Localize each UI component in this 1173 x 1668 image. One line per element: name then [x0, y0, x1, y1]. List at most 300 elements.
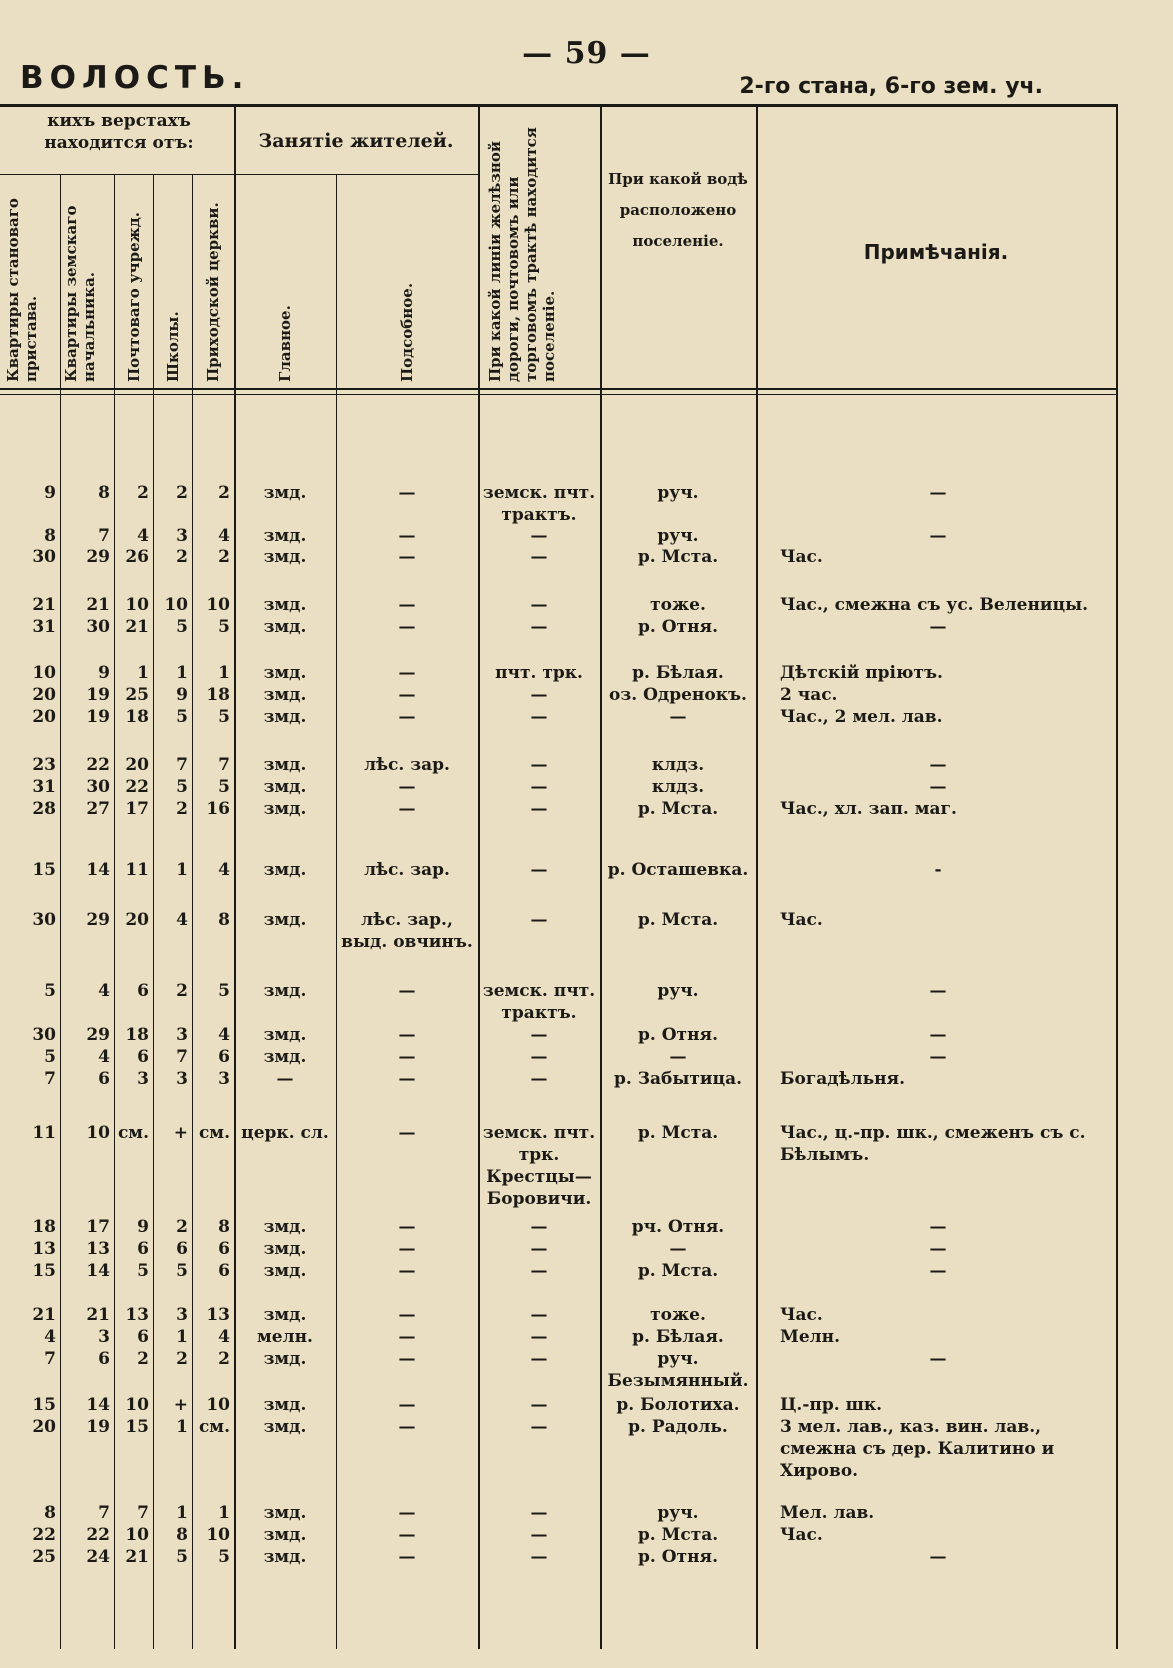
cell-notes: 3 мел. лав., каз. вин. лав., смежна съ дер. Калитино и Хирово.: [780, 1417, 1055, 1481]
cell-road: —: [530, 860, 548, 880]
cell-main: змд.: [263, 1239, 307, 1259]
cell-water: р. Болотиха.: [616, 1395, 740, 1415]
cell-school: +: [173, 1395, 188, 1415]
cell-stan: 15: [32, 860, 56, 880]
cell-school: 2: [176, 483, 188, 503]
cell-post: 22: [125, 777, 149, 797]
cell-notes: —: [929, 526, 947, 546]
cell-road: земск. пчт. трактъ.: [482, 483, 596, 525]
cell-road: —: [530, 910, 548, 930]
cell-zem: 7: [98, 1503, 110, 1523]
cell-post: 18: [125, 1025, 149, 1045]
col-divider: [336, 174, 337, 1649]
cell-post: 7: [137, 1503, 149, 1523]
cell-road: —: [530, 1069, 548, 1089]
cell-stan: 20: [32, 1417, 56, 1437]
distance-subrule: [0, 174, 234, 175]
cell-main: змд.: [263, 1417, 307, 1437]
cell-road: земск. пчт. трк. Крестцы— Боровичи.: [482, 1123, 596, 1209]
cell-stan: 10: [32, 663, 56, 683]
cell-stan: 22: [32, 1525, 56, 1545]
cell-road: —: [530, 1305, 548, 1325]
cell-aux: —: [398, 1349, 416, 1369]
cell-stan: 5: [44, 981, 56, 1001]
cell-zem: 14: [86, 860, 110, 880]
cell-stan: 20: [32, 685, 56, 705]
cell-road: —: [530, 1349, 548, 1369]
cell-notes: Богадѣльня.: [780, 1069, 906, 1089]
cell-zem: 19: [86, 685, 110, 705]
cell-stan: 4: [44, 1327, 56, 1347]
cell-aux: —: [398, 617, 416, 637]
cell-aux: —: [398, 547, 416, 567]
cell-stan: 31: [32, 617, 56, 637]
cell-post: 6: [137, 981, 149, 1001]
cell-church: 2: [218, 547, 230, 567]
cell-church: 1: [218, 663, 230, 683]
cell-zem: 14: [86, 1261, 110, 1281]
cell-stan: 28: [32, 799, 56, 819]
cell-zem: 27: [86, 799, 110, 819]
cell-road: —: [530, 685, 548, 705]
cell-stan: 18: [32, 1217, 56, 1237]
district-heading: 2-го стана, 6-го зем. уч.: [739, 74, 1043, 99]
cell-water: руч.: [657, 981, 699, 1001]
cell-church: 1: [218, 1503, 230, 1523]
cell-water: р. Отня.: [638, 1547, 718, 1567]
cell-main: змд.: [263, 547, 307, 567]
cell-school: 6: [176, 1239, 188, 1259]
cell-road: —: [530, 1239, 548, 1259]
cell-notes: —: [929, 981, 947, 1001]
cell-zem: 17: [86, 1217, 110, 1237]
cell-zem: 30: [86, 777, 110, 797]
col-header-road: При какой линіи желѣзной дороги, почтовомъ или торговомъ трактѣ находится поселеніе.: [486, 127, 558, 382]
cell-church: 5: [218, 981, 230, 1001]
cell-aux: —: [398, 595, 416, 615]
cell-post: 17: [125, 799, 149, 819]
cell-school: 7: [176, 1047, 188, 1067]
cell-aux: лѣс. зар.: [364, 755, 450, 775]
cell-aux: —: [398, 1261, 416, 1281]
cell-road: —: [530, 617, 548, 637]
cell-post: 11: [125, 860, 149, 880]
cell-school: 3: [176, 1025, 188, 1045]
cell-road: —: [530, 1327, 548, 1347]
cell-road: —: [530, 595, 548, 615]
cell-school: 4: [176, 910, 188, 930]
cell-zem: 13: [86, 1239, 110, 1259]
cell-zem: 8: [98, 483, 110, 503]
cell-water: р. Бѣлая.: [632, 1327, 724, 1347]
cell-church: 10: [206, 595, 230, 615]
cell-notes: Мелн.: [780, 1327, 840, 1347]
cell-stan: 23: [32, 755, 56, 775]
cell-notes: —: [929, 1547, 947, 1567]
cell-water: —: [669, 707, 687, 727]
cell-main: змд.: [263, 685, 307, 705]
cell-aux: —: [398, 799, 416, 819]
cell-school: 3: [176, 1069, 188, 1089]
cell-school: 1: [176, 1503, 188, 1523]
cell-notes: —: [929, 617, 947, 637]
cell-aux: —: [398, 1123, 416, 1143]
cell-zem: 14: [86, 1395, 110, 1415]
cell-water: р. Отня.: [638, 1025, 718, 1045]
cell-church: 10: [206, 1525, 230, 1545]
cell-water: р. Мста.: [637, 1123, 719, 1143]
cell-post: 25: [125, 685, 149, 705]
cell-aux: —: [398, 1047, 416, 1067]
cell-main: змд.: [263, 1503, 307, 1523]
cell-aux: —: [398, 1239, 416, 1259]
cell-school: 9: [176, 685, 188, 705]
cell-school: 1: [176, 860, 188, 880]
cell-main: змд.: [263, 910, 307, 930]
cell-zem: 22: [86, 755, 110, 775]
cell-aux: —: [398, 1395, 416, 1415]
cell-main: змд.: [263, 1525, 307, 1545]
cell-main: —: [276, 1069, 294, 1089]
cell-stan: 5: [44, 1047, 56, 1067]
cell-church: 5: [218, 1547, 230, 1567]
cell-zem: 22: [86, 1525, 110, 1545]
cell-aux: —: [398, 1025, 416, 1045]
cell-church: см.: [198, 1123, 230, 1143]
cell-post: 10: [125, 1525, 149, 1545]
cell-church: 6: [218, 1261, 230, 1281]
cell-main: змд.: [263, 799, 307, 819]
cell-notes: —: [929, 1349, 947, 1369]
cell-water: р. Отня.: [638, 617, 718, 637]
cell-road: земск. пчт. трактъ.: [482, 981, 596, 1023]
cell-water: тоже.: [650, 1305, 706, 1325]
cell-church: 5: [218, 707, 230, 727]
cell-post: 3: [137, 1069, 149, 1089]
cell-road: —: [530, 755, 548, 775]
cell-road: —: [530, 707, 548, 727]
cell-road: —: [530, 799, 548, 819]
cell-notes: —: [929, 755, 947, 775]
cell-stan: 31: [32, 777, 56, 797]
cell-zem: 24: [86, 1547, 110, 1567]
cell-water: —: [669, 1239, 687, 1259]
cell-zem: 29: [86, 910, 110, 930]
cell-aux: —: [398, 483, 416, 503]
cell-aux: лѣс. зар., выд. овчинъ.: [341, 910, 473, 952]
cell-zem: 21: [86, 595, 110, 615]
cell-water: р. Радоль.: [628, 1417, 728, 1437]
cell-main: змд.: [263, 755, 307, 775]
cell-church: 4: [218, 526, 230, 546]
cell-church: 7: [218, 755, 230, 775]
cell-notes: —: [929, 1261, 947, 1281]
cell-water: рч. Отня.: [631, 1217, 725, 1237]
cell-stan: 30: [32, 1025, 56, 1045]
cell-road: —: [530, 1503, 548, 1523]
cell-church: 8: [218, 910, 230, 930]
cell-main: змд.: [263, 663, 307, 683]
cell-post: 4: [137, 526, 149, 546]
cell-road: —: [530, 526, 548, 546]
cell-zem: 10: [86, 1123, 110, 1143]
cell-school: 7: [176, 755, 188, 775]
cell-notes: Час., смежна съ ус. Веленицы.: [780, 595, 1089, 615]
cell-school: 3: [176, 1305, 188, 1325]
cell-zem: 29: [86, 547, 110, 567]
cell-aux: —: [398, 1305, 416, 1325]
cell-zem: 6: [98, 1349, 110, 1369]
cell-aux: —: [398, 1417, 416, 1437]
cell-aux: —: [398, 526, 416, 546]
cell-notes: 2 час.: [780, 685, 838, 705]
cell-water: р. Бѣлая.: [632, 663, 724, 683]
cell-school: 2: [176, 547, 188, 567]
cell-aux: —: [398, 777, 416, 797]
cell-notes: Час., 2 мел. лав.: [780, 707, 943, 727]
cell-post: 9: [137, 1217, 149, 1237]
cell-aux: —: [398, 707, 416, 727]
cell-main: змд.: [263, 707, 307, 727]
cell-aux: лѣс. зар.: [364, 860, 450, 880]
cell-water: руч.: [657, 526, 699, 546]
cell-aux: —: [398, 1525, 416, 1545]
top-rule: [0, 104, 1118, 107]
cell-notes: —: [929, 1047, 947, 1067]
cell-notes: Час.: [780, 1525, 823, 1545]
cell-notes: Час., ц.-пр. шк., смеженъ съ с. Бѣлымъ.: [780, 1123, 1086, 1165]
cell-water: руч. Безымянный.: [607, 1349, 749, 1391]
cell-water: р. Мста.: [637, 1525, 719, 1545]
cell-school: 2: [176, 981, 188, 1001]
cell-stan: 20: [32, 707, 56, 727]
cell-church: 4: [218, 860, 230, 880]
cell-road: —: [530, 1525, 548, 1545]
cell-stan: 30: [32, 910, 56, 930]
header-bottom-rule-2: [0, 394, 1118, 395]
cell-zem: 21: [86, 1305, 110, 1325]
cell-zem: 7: [98, 526, 110, 546]
cell-water: р. Мста.: [637, 1261, 719, 1281]
cell-church: 13: [206, 1305, 230, 1325]
cell-road: —: [530, 1025, 548, 1045]
cell-water: р. Осташевка.: [607, 860, 749, 880]
cell-church: 10: [206, 1395, 230, 1415]
cell-zem: 30: [86, 617, 110, 637]
cell-church: 5: [218, 777, 230, 797]
cell-stan: 21: [32, 595, 56, 615]
cell-main: змд.: [263, 1547, 307, 1567]
cell-post: 10: [125, 1395, 149, 1415]
cell-stan: 11: [32, 1123, 56, 1143]
cell-post: см.: [117, 1123, 149, 1143]
col-header-post: Почтоваго учрежд.: [125, 212, 143, 382]
cell-notes: Мел. лав.: [780, 1503, 875, 1523]
cell-stan: 8: [44, 1503, 56, 1523]
cell-notes: Час.: [780, 547, 823, 567]
cell-stan: 30: [32, 547, 56, 567]
cell-water: клдз.: [651, 777, 705, 797]
cell-notes: —: [929, 483, 947, 503]
right-border: [1116, 104, 1118, 1649]
cell-post: 10: [125, 595, 149, 615]
cell-notes: -: [934, 860, 942, 880]
cell-zem: 4: [98, 1047, 110, 1067]
cell-notes: Час.: [780, 910, 823, 930]
cell-post: 20: [125, 910, 149, 930]
cell-church: 8: [218, 1217, 230, 1237]
cell-stan: 21: [32, 1305, 56, 1325]
cell-road: —: [530, 1547, 548, 1567]
cell-notes: Ц.-пр. шк.: [780, 1395, 883, 1415]
col-header-auxiliary: Подсобное.: [398, 282, 416, 382]
cell-water: р. Мста.: [637, 547, 719, 567]
cell-zem: 9: [98, 663, 110, 683]
cell-zem: 19: [86, 1417, 110, 1437]
cell-school: 5: [176, 707, 188, 727]
col-header-stanovoy: Квартиры становаго пристава.: [4, 198, 40, 382]
cell-main: змд.: [263, 981, 307, 1001]
occupation-group-header: Занятіе жителей.: [258, 130, 454, 152]
cell-school: 5: [176, 777, 188, 797]
cell-church: 6: [218, 1239, 230, 1259]
cell-main: змд.: [263, 1217, 307, 1237]
cell-water: р. Забытица.: [613, 1069, 742, 1089]
cell-main: змд.: [263, 526, 307, 546]
cell-church: см.: [198, 1417, 230, 1437]
cell-post: 21: [125, 617, 149, 637]
cell-road: —: [530, 1417, 548, 1437]
cell-notes: —: [929, 1217, 947, 1237]
cell-main: змд.: [263, 595, 307, 615]
cell-post: 18: [125, 707, 149, 727]
cell-notes: —: [929, 1025, 947, 1045]
cell-church: 3: [218, 1069, 230, 1089]
cell-water: клдз.: [651, 755, 705, 775]
cell-post: 2: [137, 483, 149, 503]
cell-school: 1: [176, 1417, 188, 1437]
col-header-school: Школы.: [164, 311, 182, 382]
cell-stan: 15: [32, 1395, 56, 1415]
cell-aux: —: [398, 685, 416, 705]
cell-school: 1: [176, 1327, 188, 1347]
cell-notes: —: [929, 1239, 947, 1259]
cell-road: —: [530, 1047, 548, 1067]
cell-stan: 7: [44, 1069, 56, 1089]
page-number: — 59 —: [522, 36, 651, 71]
cell-post: 13: [125, 1305, 149, 1325]
cell-main: змд.: [263, 1261, 307, 1281]
cell-school: 5: [176, 617, 188, 637]
cell-main: змд.: [263, 1349, 307, 1369]
cell-school: 5: [176, 1547, 188, 1567]
cell-water: руч.: [657, 1503, 699, 1523]
cell-post: 6: [137, 1047, 149, 1067]
cell-stan: 8: [44, 526, 56, 546]
cell-post: 15: [125, 1417, 149, 1437]
cell-road: —: [530, 547, 548, 567]
cell-notes: Дѣтскій пріютъ.: [780, 663, 943, 683]
cell-church: 18: [206, 685, 230, 705]
cell-church: 4: [218, 1327, 230, 1347]
cell-zem: 29: [86, 1025, 110, 1045]
cell-main: церк. сл.: [241, 1123, 329, 1143]
cell-aux: —: [398, 1547, 416, 1567]
cell-post: 6: [137, 1327, 149, 1347]
cell-main: змд.: [263, 860, 307, 880]
cell-school: +: [173, 1123, 188, 1143]
cell-post: 5: [137, 1261, 149, 1281]
header-bottom-rule: [0, 388, 1118, 390]
cell-church: 4: [218, 1025, 230, 1045]
cell-school: 3: [176, 526, 188, 546]
cell-main: змд.: [263, 777, 307, 797]
cell-church: 16: [206, 799, 230, 819]
cell-church: 5: [218, 617, 230, 637]
cell-post: 6: [137, 1239, 149, 1259]
cell-zem: 3: [98, 1327, 110, 1347]
cell-stan: 15: [32, 1261, 56, 1281]
cell-main: змд.: [263, 617, 307, 637]
cell-aux: —: [398, 1069, 416, 1089]
cell-notes: Час.: [780, 1305, 823, 1325]
cell-aux: —: [398, 663, 416, 683]
statistics-table: [0, 104, 1118, 1649]
cell-school: 10: [164, 595, 188, 615]
cell-school: 2: [176, 1217, 188, 1237]
cell-post: 20: [125, 755, 149, 775]
cell-church: 2: [218, 483, 230, 503]
cell-stan: 7: [44, 1349, 56, 1369]
cell-aux: —: [398, 1327, 416, 1347]
cell-school: 2: [176, 799, 188, 819]
cell-water: р. Мста.: [637, 910, 719, 930]
cell-school: 5: [176, 1261, 188, 1281]
cell-notes: —: [929, 777, 947, 797]
cell-post: 21: [125, 1547, 149, 1567]
cell-main: змд.: [263, 1395, 307, 1415]
cell-zem: 19: [86, 707, 110, 727]
cell-notes: Час., хл. зап. маг.: [780, 799, 957, 819]
cell-stan: 25: [32, 1547, 56, 1567]
cell-water: оз. Одренокъ.: [609, 685, 747, 705]
cell-school: 2: [176, 1349, 188, 1369]
cell-church: 2: [218, 1349, 230, 1369]
cell-main: змд.: [263, 1025, 307, 1045]
cell-post: 1: [137, 663, 149, 683]
volost-heading: ВОЛОСТЬ.: [20, 60, 250, 96]
col-header-church: Приходской церкви.: [204, 202, 222, 382]
cell-post: 26: [125, 547, 149, 567]
col-divider: [756, 104, 758, 1649]
cell-aux: —: [398, 981, 416, 1001]
cell-main: змд.: [263, 1305, 307, 1325]
col-header-zemsky: Квартиры земскаго начальника.: [62, 205, 98, 382]
cell-post: 2: [137, 1349, 149, 1369]
cell-main: змд.: [263, 1047, 307, 1067]
cell-water: руч.: [657, 483, 699, 503]
cell-school: 1: [176, 663, 188, 683]
cell-road: —: [530, 1217, 548, 1237]
cell-water: —: [669, 1047, 687, 1067]
cell-main: мелн.: [257, 1327, 313, 1347]
cell-aux: —: [398, 1503, 416, 1523]
col-header-main: Главное.: [276, 305, 294, 382]
cell-road: пчт. трк.: [495, 663, 583, 683]
cell-road: —: [530, 777, 548, 797]
cell-church: 6: [218, 1047, 230, 1067]
cell-stan: 13: [32, 1239, 56, 1259]
